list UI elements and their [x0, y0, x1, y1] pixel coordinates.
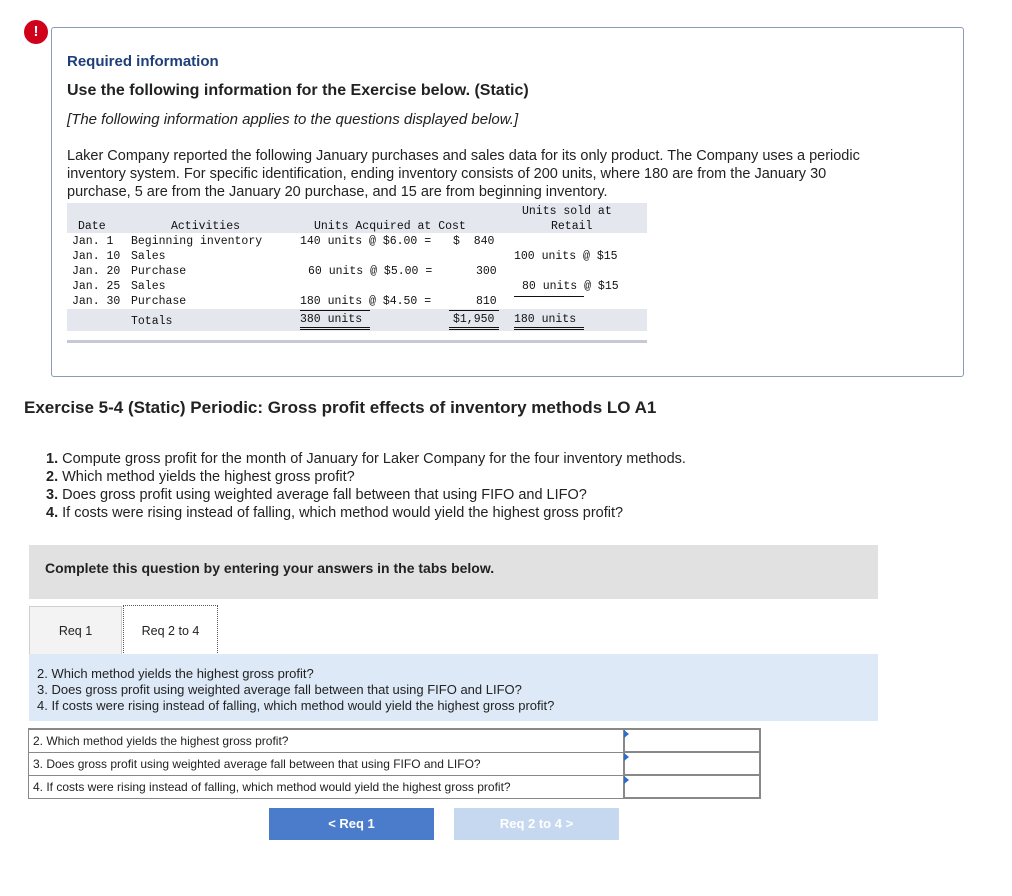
table-row: [29, 775, 761, 798]
table-row: [29, 752, 761, 775]
instructions-bar: [29, 545, 878, 599]
info-description: Laker Company reported the following January purchases and sales data for its only product. The Company uses a periodic inventory system. For specific identification, ending inventory consists of 200 units, where 180 are from the January 30 purchase, 5 are from the January 20 purchase, and 15 are from beginning inventory.: [67, 148, 860, 200]
dropdown-marker-icon: [624, 730, 629, 738]
header-sold-line2: Retail: [551, 220, 593, 233]
dropdown-marker-icon: [624, 776, 629, 784]
cost-underline: [449, 310, 499, 311]
sold-underline: [514, 296, 584, 297]
row-acquired: 140 units @ $6.00 =: [300, 235, 432, 248]
totals-sold-double-underline: [514, 327, 584, 330]
panel-question-3: 3. Does gross profit using weighted average fall between that using FIFO and LIFO?: [37, 682, 522, 697]
alert-icon: !: [24, 20, 48, 44]
question-item: 2. Which method yields the highest gross profit?: [46, 469, 355, 485]
required-info-heading: Required information: [67, 53, 219, 70]
instructions-text: Complete this question by entering your answers in the tabs below.: [45, 560, 495, 576]
info-subheading: Use the following information for the Exercise below. (Static): [67, 82, 529, 99]
panel-question-4: 4. If costs were rising instead of falling, which method would yield the highest gross profit?: [37, 698, 555, 713]
table-bottom-line: [67, 340, 647, 343]
answer-input-2[interactable]: [625, 730, 759, 751]
row-cost: 300: [476, 265, 497, 278]
totals-sold: 180 units: [514, 313, 577, 326]
row-activity: Purchase: [131, 295, 187, 308]
header-acquired: Units Acquired at Cost: [314, 220, 466, 233]
row-date: Jan. 25: [72, 280, 121, 293]
header-date: Date: [78, 220, 106, 233]
dropdown-marker-icon: [624, 753, 629, 761]
totals-label: Totals: [131, 315, 173, 328]
header-activities: Activities: [171, 220, 241, 233]
row-sold: 100 units @ $15: [514, 250, 618, 263]
inventory-table: [67, 203, 647, 343]
acquired-underline: [300, 310, 370, 311]
row-acquired: 180 units @ $4.50 =: [300, 295, 432, 308]
row-date: Jan. 30: [72, 295, 121, 308]
answer-table: [28, 728, 761, 799]
header-sold-line1: Units sold at: [522, 205, 612, 218]
question-item: 4. If costs were rising instead of falling, which method would yield the highest gross profit?: [46, 505, 624, 521]
prev-req-button[interactable]: < Req 1: [269, 808, 434, 840]
row-date: Jan. 10: [72, 250, 121, 263]
row-acquired: 60 units @ $5.00 =: [308, 265, 433, 278]
row-activity: Beginning inventory: [131, 235, 263, 248]
answer-label: 3. Does gross profit using weighted average fall between that using FIFO and LIFO?: [29, 752, 625, 775]
row-activity: Purchase: [131, 265, 187, 278]
question-item: 1. Compute gross profit for the month of January for Laker Company for the four inventory methods.: [46, 451, 686, 467]
row-activity: Sales: [131, 250, 166, 263]
row-sold: 80 units @ $15: [522, 280, 619, 293]
totals-cost: $1,950: [453, 313, 495, 326]
row-date: Jan. 1: [72, 235, 114, 248]
exercise-title: Exercise 5-4 (Static) Periodic: Gross profit effects of inventory methods LO A1: [24, 398, 657, 417]
table-row: [29, 729, 761, 752]
next-req-button[interactable]: Req 2 to 4 >: [454, 808, 619, 840]
info-note: [The following information applies to the questions displayed below.]: [67, 111, 519, 128]
question-item: 3. Does gross profit using weighted average fall between that using FIFO and LIFO?: [46, 487, 587, 503]
row-cost: $ 840: [453, 235, 495, 248]
totals-acquired-double-underline: [300, 327, 370, 330]
tab-req-1[interactable]: Req 1: [29, 606, 122, 654]
answer-input-4[interactable]: [625, 776, 759, 797]
question-list: [46, 450, 686, 522]
row-date: Jan. 20: [72, 265, 121, 278]
row-activity: Sales: [131, 280, 166, 293]
answer-cell: [624, 752, 760, 775]
tab-panel-header: [29, 654, 878, 721]
totals-acquired: 380 units: [300, 313, 363, 326]
answer-cell: [624, 775, 760, 798]
tab-req-2-to-4[interactable]: Req 2 to 4: [123, 605, 218, 655]
totals-cost-double-underline: [449, 327, 499, 330]
answer-label: 2. Which method yields the highest gross profit?: [29, 729, 625, 752]
answer-label: 4. If costs were rising instead of falling, which method would yield the highest gross profit?: [29, 775, 625, 798]
panel-question-2: 2. Which method yields the highest gross profit?: [37, 666, 314, 681]
answer-cell: [624, 729, 760, 752]
row-cost: 810: [476, 295, 497, 308]
answer-input-3[interactable]: [625, 753, 759, 774]
